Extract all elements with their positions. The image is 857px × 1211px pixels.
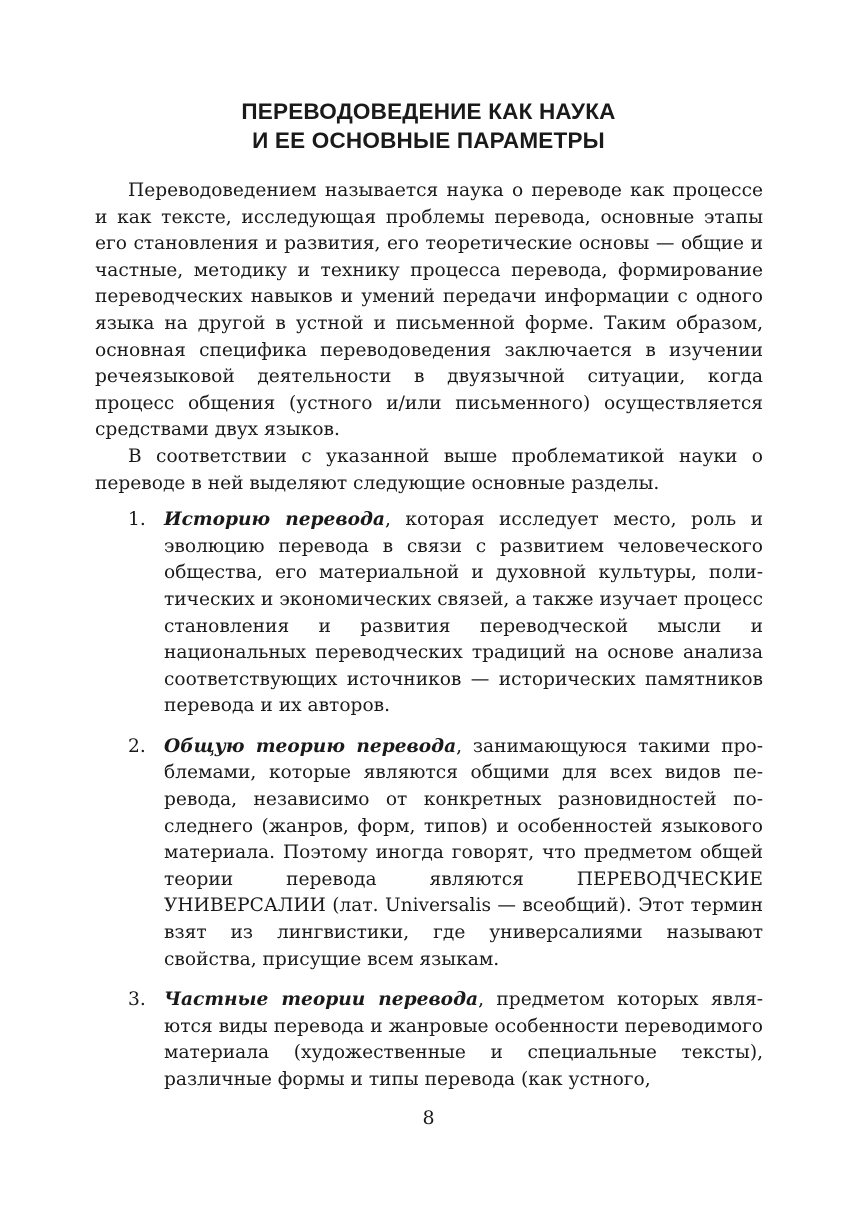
list-item [95, 507, 763, 720]
chapter-title-line-2: И ЕЕ ОСНОВНЫЕ ПАРАМЕТРЫ [252, 128, 605, 153]
paragraph-sections-intro: В соответствии с указанной выше проблематикой науки о переводе в ней выделяют следующие основные разделы. [95, 445, 763, 494]
list-item-term: Общую теорию перевода [164, 735, 457, 757]
sections-list [95, 507, 763, 1093]
page-number: 8 [422, 1107, 435, 1129]
list-item [95, 734, 763, 973]
list-item-number: 3. [128, 989, 146, 1011]
list-item-term: Частные теории перевода [164, 989, 479, 1011]
chapter-title [0, 97, 857, 155]
list-item-number: 2. [128, 735, 146, 757]
body-text [95, 178, 763, 1108]
list-item-text: , занимающуюся такими проблемами, которые являются общими для всех видов перевода, независимо от конкретных разновидностей последнего (жанров, форм, типов) и особенностей языкового материала. Поэтому иногда говорят, что предметом общей теории перевода являются ПЕРЕВОДЧЕСКИЕ УНИВЕРСАЛИИ (лат. Universalis — всеобщий). Этот термин взят из лингвистики, где универсалиями называют свойства, присущие всем языкам. [164, 735, 763, 970]
list-item [95, 987, 763, 1093]
list-item-number: 1. [128, 509, 146, 531]
list-item-term: Историю перевода [164, 509, 385, 531]
chapter-title-line-1: ПЕРЕВОДОВЕДЕНИЕ КАК НАУКА [241, 99, 616, 124]
list-item-text: , предметом которых являются виды перевода и жанровые особенности переводимого материала (художественные и специальные тексты), различные формы и типы перевода (как устного, [164, 989, 763, 1090]
list-item-text: , которая исследует место, роль и эволюцию перевода в связи с развитием человеческого общества, его материальной и духовной культуры, политических и экономических связей, а также изучает процесс становления и развития переводческой мысли и национальных переводческих традиций на основе анализа соответствующих источников — исторических памятников перевода и их авторов. [164, 509, 763, 717]
paragraph-definition: Переводоведением называется наука о переводе как процессе и как тексте, исследующая проблемы перевода, основные этапы его становления и развития, его теоретические основы — общие и частные, методику и технику процесса перевода, формирование переводческих навыков и умений передачи информации с одного языка на другой в устной и письменной форме. Таким образом, основная специфика переводоведения заключается в изучении речеязыковой деятельности в двуязычной ситуации, когда процесс общения (устного и/или письменного) осуществляется средствами двух языков. [95, 180, 763, 441]
